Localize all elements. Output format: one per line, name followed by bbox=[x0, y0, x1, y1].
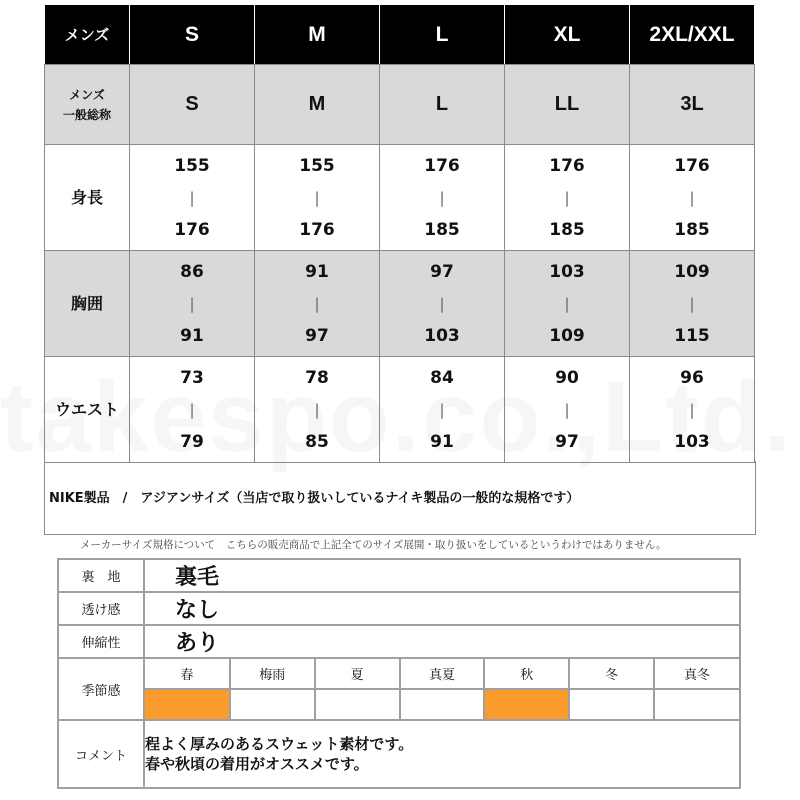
height-row bbox=[45, 145, 755, 251]
season-midwinter: 真冬 bbox=[654, 659, 739, 689]
season-indicator-active bbox=[145, 689, 230, 719]
range-cell: 84 | 91 bbox=[380, 357, 505, 463]
lining-value: 裏毛 bbox=[144, 559, 740, 592]
season-grid-cell bbox=[144, 658, 740, 720]
season-autumn: 秋 bbox=[484, 659, 569, 689]
size-xl: XL bbox=[505, 5, 630, 65]
season-indicator bbox=[400, 689, 485, 719]
size-note-text: NIKE製品 / アジアンサイズ（当店で取り扱いしているナイキ製品の一般的な規格です） bbox=[49, 491, 580, 506]
general-size: M bbox=[255, 65, 380, 145]
range-cell: 97 | 103 bbox=[380, 251, 505, 357]
season-grid bbox=[145, 659, 739, 719]
general-label-line1: メンズ bbox=[69, 87, 105, 102]
range-cell: 90 | 97 bbox=[505, 357, 630, 463]
size-2xl: 2XL/XXL bbox=[630, 5, 755, 65]
lining-label: 裏 地 bbox=[58, 559, 144, 592]
season-indicator bbox=[230, 689, 315, 719]
range-cell: 109 | 115 bbox=[630, 251, 755, 357]
waist-row bbox=[45, 357, 755, 463]
sheer-value: なし bbox=[144, 592, 740, 625]
stretch-value: あり bbox=[144, 625, 740, 658]
season-midsummer: 真夏 bbox=[400, 659, 485, 689]
general-size: LL bbox=[505, 65, 630, 145]
row-label: 身長 bbox=[45, 145, 130, 251]
size-l: L bbox=[380, 5, 505, 65]
stretch-label: 伸縮性 bbox=[58, 625, 144, 658]
header-row bbox=[45, 5, 755, 65]
comment-row bbox=[58, 720, 740, 788]
chest-row bbox=[45, 251, 755, 357]
sheer-label: 透け感 bbox=[58, 592, 144, 625]
product-spec-table bbox=[57, 558, 741, 789]
range-cell: 91 | 97 bbox=[255, 251, 380, 357]
season-winter: 冬 bbox=[569, 659, 654, 689]
size-s: S bbox=[130, 5, 255, 65]
season-indicator-row bbox=[145, 689, 739, 719]
size-m: M bbox=[255, 5, 380, 65]
range-cell: 103 | 109 bbox=[505, 251, 630, 357]
size-chart-table bbox=[44, 4, 755, 463]
range-cell: 155 | 176 bbox=[255, 145, 380, 251]
season-summer: 夏 bbox=[315, 659, 400, 689]
row-label: 胸囲 bbox=[45, 251, 130, 357]
comment-line1: 程よく厚みのあるスウェット素材です。 bbox=[145, 735, 414, 753]
season-indicator-active bbox=[484, 689, 569, 719]
range-cell: 155 | 176 bbox=[130, 145, 255, 251]
lining-row bbox=[58, 559, 740, 592]
general-label-line2: 一般総称 bbox=[62, 107, 111, 122]
range-cell: 176 | 185 bbox=[630, 145, 755, 251]
season-names-row bbox=[145, 659, 739, 689]
season-label: 季節感 bbox=[58, 658, 144, 720]
range-cell: 176 | 185 bbox=[505, 145, 630, 251]
general-size: S bbox=[130, 65, 255, 145]
season-indicator bbox=[315, 689, 400, 719]
range-cell: 86 | 91 bbox=[130, 251, 255, 357]
season-spring: 春 bbox=[145, 659, 230, 689]
comment-text bbox=[144, 720, 740, 788]
general-size: L bbox=[380, 65, 505, 145]
general-size: 3L bbox=[630, 65, 755, 145]
comment-label: コメント bbox=[58, 720, 144, 788]
range-cell: 73 | 79 bbox=[130, 357, 255, 463]
season-row bbox=[58, 658, 740, 720]
row-label: ウエスト bbox=[45, 357, 130, 463]
sheer-row bbox=[58, 592, 740, 625]
size-note bbox=[44, 461, 756, 535]
season-rainy: 梅雨 bbox=[230, 659, 315, 689]
stretch-row bbox=[58, 625, 740, 658]
season-indicator bbox=[654, 689, 739, 719]
range-cell: 96 | 103 bbox=[630, 357, 755, 463]
range-cell: 176 | 185 bbox=[380, 145, 505, 251]
range-cell: 78 | 85 bbox=[255, 357, 380, 463]
disclaimer-text: メーカーサイズ規格について こちらの販売商品で上記全てのサイズ展開・取り扱いをしているというわけではありません。 bbox=[80, 539, 667, 551]
header-label: メンズ bbox=[45, 5, 130, 65]
general-size-row bbox=[45, 65, 755, 145]
comment-line2: 春や秋頃の着用がオススメです。 bbox=[145, 755, 369, 773]
season-indicator bbox=[569, 689, 654, 719]
general-label bbox=[45, 65, 130, 145]
